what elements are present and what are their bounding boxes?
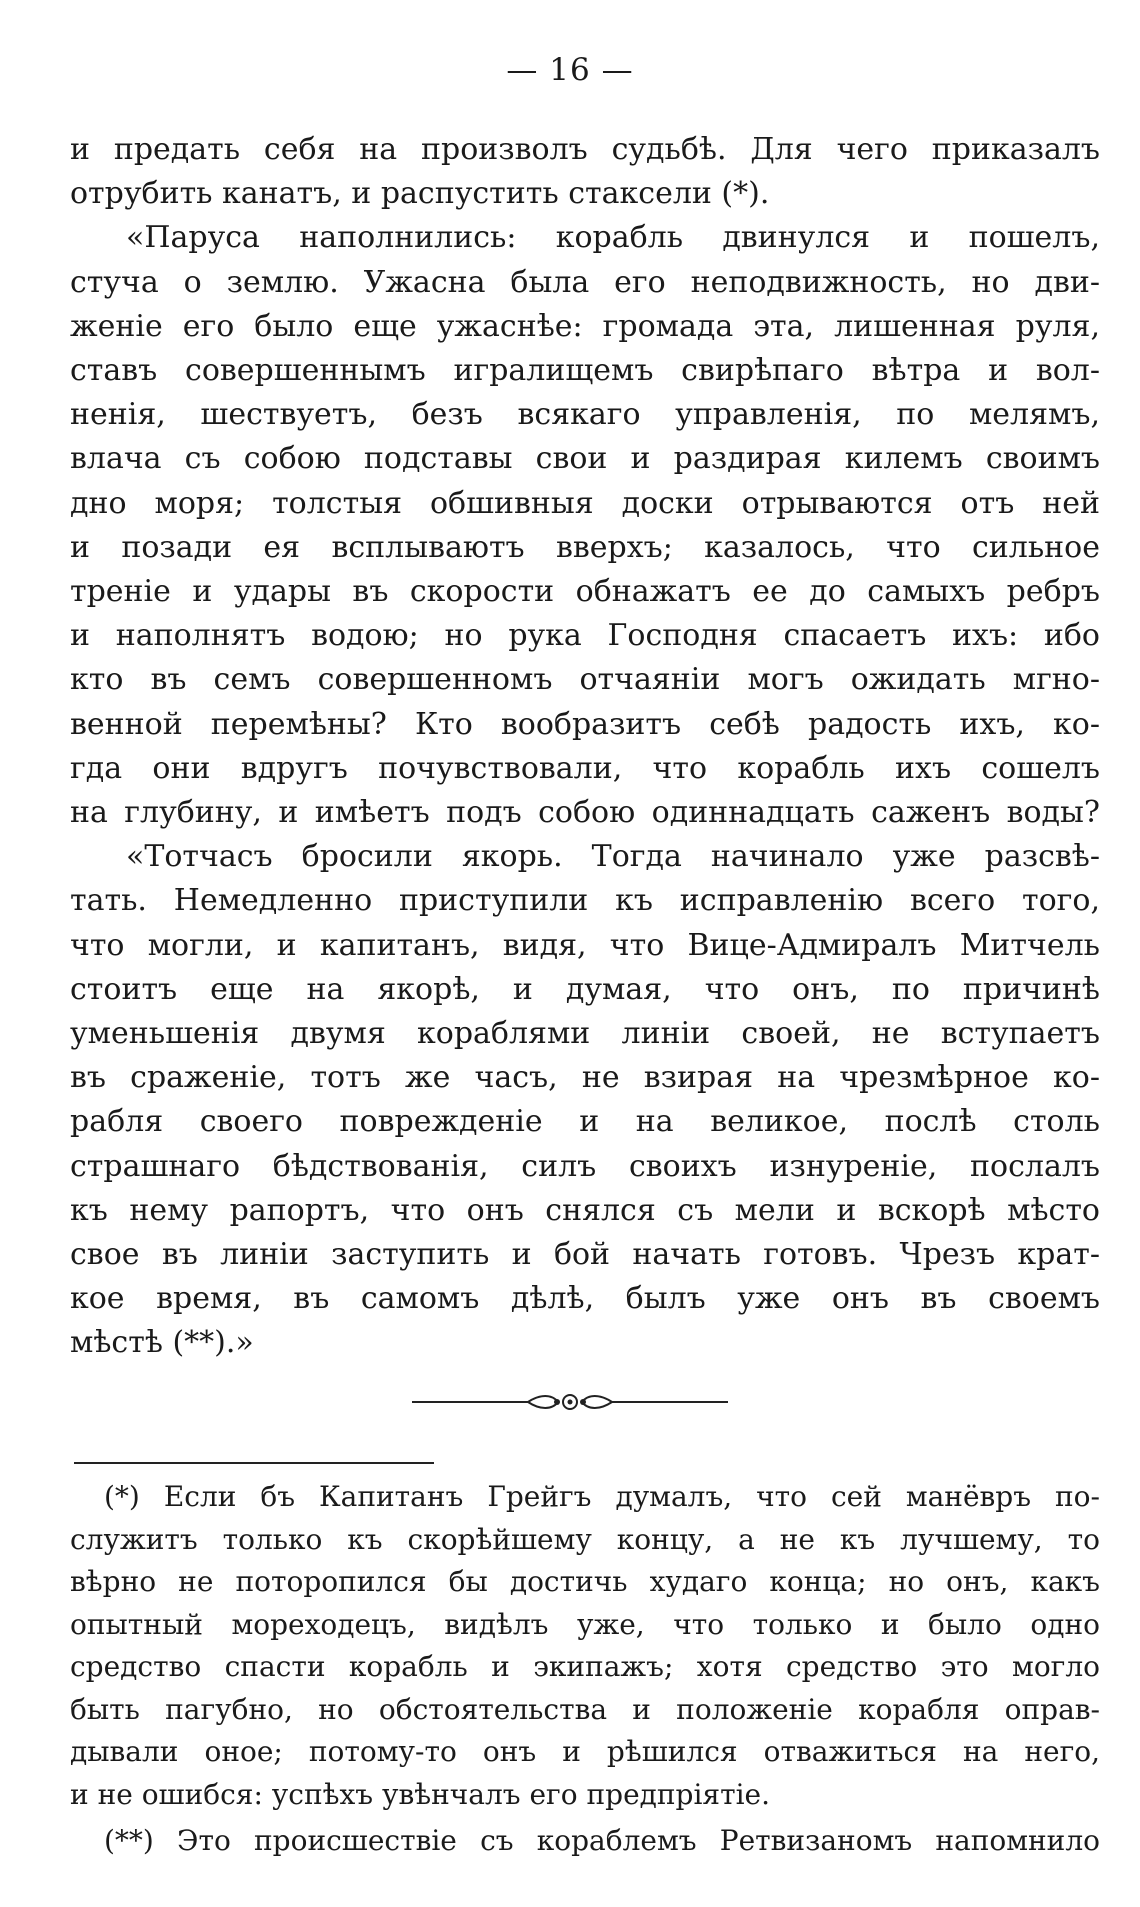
text-line: ставъ совершеннымъ игралищемъ свирѣпаго вѣтра и вол- (70, 353, 1100, 389)
footnote-line: средство спасти корабль и экипажъ; хотя средство это могло (70, 1650, 1100, 1683)
footnotes (70, 1476, 1100, 1863)
page-number: — 16 — (506, 52, 634, 88)
text-line: къ нему рапортъ, что онъ снялся съ мели и вскорѣ мѣсто (70, 1192, 1100, 1228)
text-line: «Паруса наполнились: корабль двинулся и пошелъ, (126, 220, 1100, 256)
text-line: на глубину, и имѣетъ подъ собою одиннадцать саженъ воды? (70, 795, 1100, 831)
text-line: кое время, въ самомъ дѣлѣ, былъ уже онъ въ своемъ (70, 1281, 1100, 1317)
text-line: стуча о землю. Ужасна была его неподвижность, но дви- (70, 264, 1100, 300)
footnote-line: вѣрно не поторопился бы достичь худаго конца; но онъ, какъ (70, 1565, 1100, 1598)
text-line: стоитъ еще на якорѣ, и думая, что онъ, по причинѣ (70, 971, 1100, 1007)
text-line: и предать себя на произволъ судьбѣ. Для чего приказалъ (70, 132, 1100, 167)
text-line: тать. Немедленно приступили къ исправленію всего того, (70, 883, 1100, 919)
text-line: свое въ линіи заступить и бой начать готовъ. Чрезъ крат- (70, 1237, 1100, 1273)
footnote-line: (**) Это происшествіе съ кораблемъ Ретвизаномъ напомнило (104, 1824, 1100, 1857)
text-line: что могли, и капитанъ, видя, что Вице-Адмиралъ Митчель (70, 927, 1100, 963)
text-line: страшнаго бѣдствованія, силъ своихъ изнуреніе, послалъ (70, 1148, 1100, 1184)
text-line: влача съ собою подставы свои и раздирая килемъ своимъ (70, 441, 1100, 477)
footnote-line: (*) Если бъ Капитанъ Грейгъ думалъ, что сей манёвръ по- (104, 1480, 1100, 1513)
main-text (70, 128, 1100, 1366)
footnote-line: быть пагубно, но обстоятельства и положеніе корабля оправ- (70, 1692, 1100, 1726)
text-line: отрубить канатъ, и распустить стаксели (*). (70, 176, 770, 212)
footnote-line: дывали оное; потому-то онъ и рѣшился отважиться на него, (70, 1735, 1100, 1768)
text-line: женіе его было еще ужаснѣе: громада эта, лишенная руля, (70, 308, 1100, 344)
footnote-divider (74, 1462, 434, 1464)
footnote-line: служитъ только къ скорѣйшему концу, а не къ лучшему, то (70, 1522, 1100, 1556)
footnote-line: и не ошибся: успѣхъ увѣнчалъ его предпріятіе. (70, 1777, 770, 1811)
text-line: и наполнятъ водою; но рука Господня спасаетъ ихъ: ибо (70, 618, 1100, 654)
text-line: мѣстѣ (**).» (70, 1325, 254, 1361)
text-line: и позади ея всплываютъ вверхъ; казалось, что сильное (70, 529, 1100, 565)
text-line: «Тотчасъ бросили якорь. Тогда начинало уже разсвѣ- (126, 839, 1100, 875)
text-line: гда они вдругъ почувствовали, что корабль ихъ сошелъ (70, 750, 1100, 786)
footnote-line: опытный мореходецъ, видѣлъ уже, что только и было одно (70, 1607, 1100, 1641)
text-line: кто въ семъ совершенномъ отчаяніи могъ ожидать мгно- (70, 662, 1100, 698)
text-line: венной перемѣны? Кто вообразитъ себѣ радость ихъ, ко- (70, 706, 1100, 742)
text-line: въ сраженіе, тотъ же часъ, не взирая на чрезмѣрное ко- (70, 1060, 1100, 1096)
text-line: ненія, шествуетъ, безъ всякаго управленія, по мелямъ, (70, 397, 1100, 433)
text-line: дно моря; толстыя обшивныя доски отрываются отъ ней (70, 485, 1100, 521)
ornament-divider (410, 1390, 730, 1414)
text-line: уменьшенія двумя кораблями линіи своей, не вступаетъ (70, 1016, 1100, 1052)
text-line: треніе и удары въ скорости обнажатъ ее до самыхъ ребръ (70, 574, 1100, 610)
text-line: рабля своего поврежденіе и на великое, послѣ столь (70, 1104, 1100, 1140)
